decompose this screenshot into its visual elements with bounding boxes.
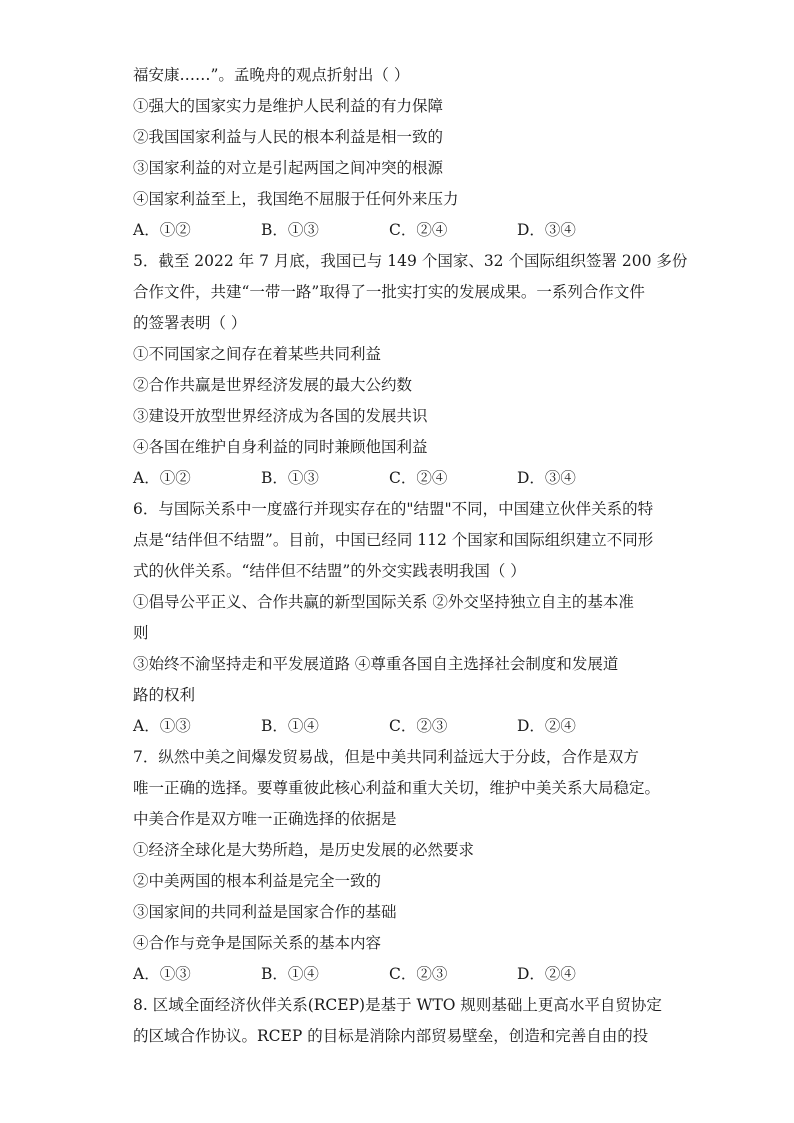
question-4	[133, 60, 673, 246]
statement-2: ②我国国家利益与人民的根本利益是相一致的	[133, 128, 444, 146]
exam-page	[133, 60, 688, 1052]
question-8	[133, 990, 673, 1052]
question-stem-line: 的签署表明（ ）	[133, 314, 247, 332]
option-c: C．②④	[389, 469, 448, 487]
statement-1: ①不同国家之间存在着某些共同利益	[133, 345, 382, 363]
question-7	[133, 742, 673, 990]
option-a: A．①②	[133, 469, 191, 487]
question-stem-line: 中美合作是双方唯一正确选择的依据是	[133, 810, 397, 828]
question-stem-line: 5．截至 2022 年 7 月底，我国已与 149 个国家、32 个国际组织签署 200 多份	[133, 252, 688, 270]
option-c: C．②③	[389, 717, 448, 735]
statement-line: 路的权利	[133, 686, 196, 704]
question-stem-line: 8. 区域全面经济伙伴关系(RCEP)是基于 WTO 规则基础上更高水平自贸协定	[133, 996, 662, 1014]
answer-options	[133, 215, 673, 246]
answer-options	[133, 463, 673, 494]
statement-2: ②合作共赢是世界经济发展的最大公约数	[133, 376, 413, 394]
option-a: A．①②	[133, 221, 191, 239]
option-c: C．②④	[389, 221, 448, 239]
statement-4: ④合作与竞争是国际关系的基本内容	[133, 934, 382, 952]
question-stem-line: 唯一正确的选择。要尊重彼此核心利益和重大关切，维护中美关系大局稳定。	[133, 779, 661, 797]
statement-line: ①倡导公平正义、合作共赢的新型国际关系 ②外交坚持独立自主的基本准	[133, 593, 634, 611]
option-d: D．③④	[517, 221, 576, 239]
option-b: B．①③	[261, 469, 319, 487]
question-stem-line: 点是“结伴但不结盟”。目前，中国已经同 112 个国家和国际组织建立不同形	[133, 531, 654, 549]
statement-3: ③建设开放型世界经济成为各国的发展共识	[133, 407, 428, 425]
question-stem-line: 的区域合作协议。RCEP 的目标是消除内部贸易壁垒，创造和完善自由的投	[133, 1027, 649, 1045]
option-c: C．②③	[389, 965, 448, 983]
answer-options	[133, 711, 673, 742]
question-5	[133, 246, 688, 494]
option-d: D．②④	[517, 717, 576, 735]
statement-1: ①强大的国家实力是维护人民利益的有力保障	[133, 97, 444, 115]
question-stem-line: 式的伙伴关系。“结伴但不结盟”的外交实践表明我国（ ）	[133, 562, 526, 580]
statement-3: ③国家间的共同利益是国家合作的基础	[133, 903, 397, 921]
option-b: B．①④	[261, 717, 319, 735]
question-stem-line: 福安康……”。孟晚舟的观点折射出（ ）	[133, 66, 410, 84]
option-d: D．③④	[517, 469, 576, 487]
statement-4: ④各国在维护自身利益的同时兼顾他国利益	[133, 438, 428, 456]
statement-line: ③始终不渝坚持走和平发展道路 ④尊重各国自主选择社会制度和发展道	[133, 655, 619, 673]
option-a: A．①③	[133, 717, 191, 735]
question-stem-line: 合作文件，共建“一带一路”取得了一批实打实的发展成果。一系列合作文件	[133, 283, 645, 301]
statement-4: ④国家利益至上，我国绝不屈服于任何外来压力	[133, 190, 459, 208]
statement-1: ①经济全球化是大势所趋，是历史发展的必然要求	[133, 841, 475, 859]
question-stem-line: 7．纵然中美之间爆发贸易战，但是中美共同利益远大于分歧，合作是双方	[133, 748, 639, 766]
question-6	[133, 494, 673, 742]
option-a: A．①③	[133, 965, 191, 983]
answer-options	[133, 959, 673, 990]
option-b: B．①④	[261, 965, 319, 983]
statement-2: ②中美两国的根本利益是完全一致的	[133, 872, 382, 890]
statement-line: 则	[133, 624, 149, 642]
option-b: B．①③	[261, 221, 319, 239]
statement-3: ③国家利益的对立是引起两国之间冲突的根源	[133, 159, 444, 177]
question-stem-line: 6．与国际关系中一度盛行并现实存在的"结盟"不同，中国建立伙伴关系的特	[133, 500, 654, 518]
option-d: D．②④	[517, 965, 576, 983]
